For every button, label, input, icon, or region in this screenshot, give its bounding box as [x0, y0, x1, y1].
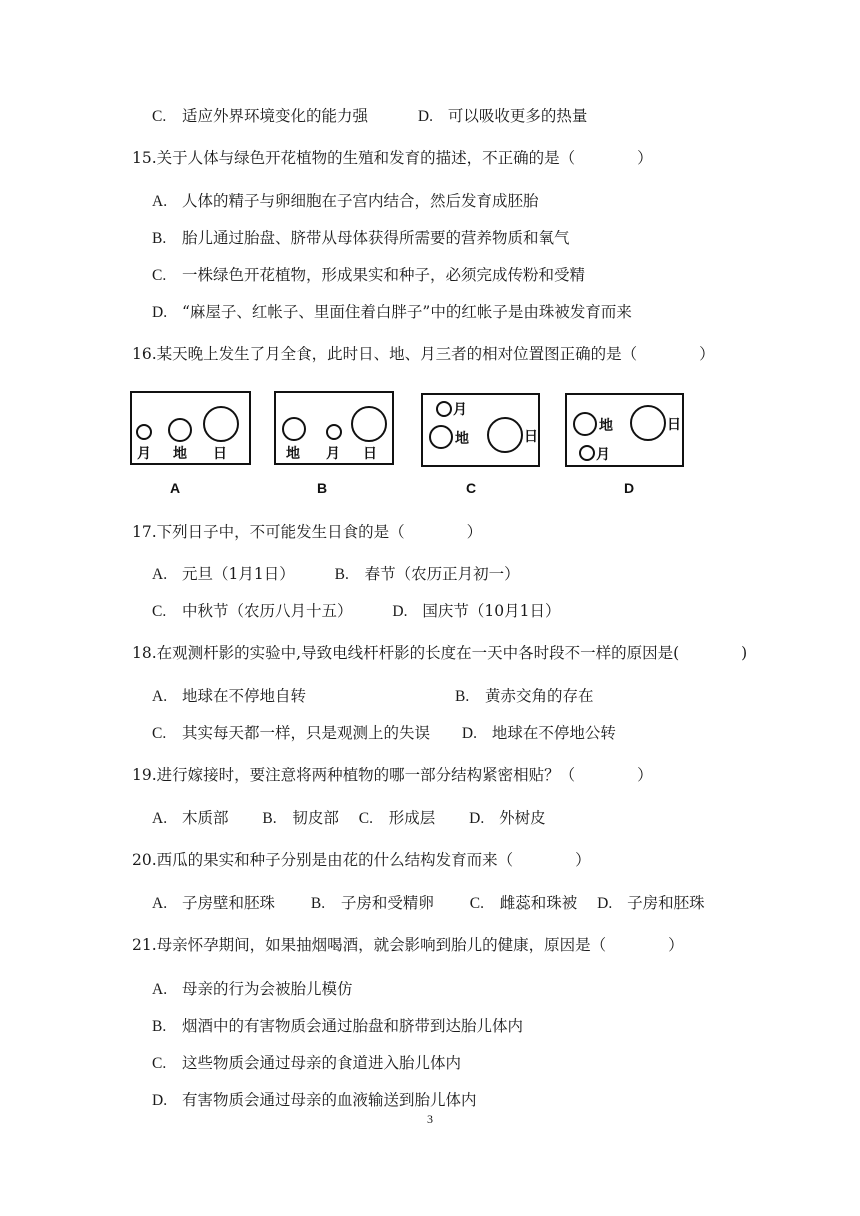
q21-option-d	[152, 1090, 477, 1111]
q21-option-b	[152, 1016, 523, 1037]
q16-sun-earth-moon-diagram	[128, 388, 688, 500]
q20-option-d-text: 子房和胚珠	[627, 894, 705, 912]
box-d-moon-label: 月	[596, 447, 610, 463]
box-d-earth-label: 地	[599, 418, 613, 434]
box-c-moon-circle	[437, 402, 451, 416]
box-c-earth-label: 地	[455, 431, 469, 447]
q17-options-ab	[152, 564, 520, 585]
q19-option-a-label: A.	[152, 810, 168, 827]
q17-option-c-label: C.	[152, 603, 167, 620]
page-number: 3	[427, 1112, 433, 1126]
q17-option-d-text: 国庆节（10月1日）	[422, 602, 561, 620]
q15-option-d-text: “麻屋子、红帐子、里面住着白胖子”中的红帐子是由珠被发育而来	[182, 303, 632, 321]
diagram-letter-b: B	[317, 480, 328, 496]
q21-option-d-text: 有害物质会通过母亲的血液输送到胎儿体内	[182, 1091, 477, 1109]
q19-option-d-label: D.	[469, 810, 485, 827]
box-a-moon-label: 月	[137, 446, 151, 462]
q15-option-c-text: 一株绿色开花植物，形成果实和种子，必须完成传粉和受精	[182, 266, 586, 284]
q19-option-c-text: 形成层	[388, 809, 436, 827]
q20-stem: 20.西瓜的果实和种子分别是由花的什么结构发育而来（ ）	[132, 851, 591, 869]
box-a-sun-label: 日	[213, 446, 227, 462]
q17-option-b-label: B.	[334, 566, 349, 583]
diagram-letter-c: C	[466, 480, 477, 496]
q15-option-a	[152, 191, 539, 212]
q17-option-a-label: A.	[152, 566, 168, 583]
q17-options-cd	[152, 601, 560, 622]
q20-option-c-label: C.	[469, 895, 484, 912]
box-c-moon-label: 月	[453, 402, 467, 418]
q15-option-a-text: 人体的精子与卵细胞在子宫内结合，然后发育成胚胎	[182, 192, 539, 210]
q15-option-d	[152, 302, 632, 323]
q14-option-d-label: D.	[417, 108, 433, 125]
box-d-sun-circle	[631, 406, 665, 440]
q18-option-d-text: 地球在不停地公转	[491, 724, 616, 742]
q17-option-b-text: 春节（农历正月初一）	[364, 565, 520, 583]
box-a-moon-circle	[137, 425, 151, 439]
q14-option-c-text: 适应外界环境变化的能力强	[182, 107, 369, 125]
q19-option-b-label: B.	[262, 810, 277, 827]
box-a-earth-circle	[169, 419, 191, 441]
box-b-sun-circle	[352, 407, 386, 441]
diagram-letter-d: D	[624, 480, 635, 496]
box-d-earth-circle	[574, 413, 596, 435]
q19-option-b-text: 韧皮部	[292, 809, 339, 827]
q17-option-d-label: D.	[392, 603, 408, 620]
q21-option-a	[152, 979, 353, 1000]
q20-option-a-text: 子房壁和胚珠	[182, 894, 276, 912]
box-b-moon-circle	[327, 425, 341, 439]
q19-stem: 19.进行嫁接时，要注意将两种植物的哪一部分结构紧密相贴？（ ）	[132, 766, 653, 784]
box-a-earth-label: 地	[173, 446, 187, 462]
q18-option-a-text: 地球在不停地自转	[182, 687, 307, 705]
q15-stem: 15.关于人体与绿色开花植物的生殖和发育的描述，不正确的是（ ）	[132, 149, 653, 167]
q18-option-b	[455, 686, 594, 707]
box-c-sun-label: 日	[524, 429, 538, 445]
box-c-sun-circle	[488, 418, 522, 452]
q18-stem: 18.在观测杆影的实验中,导致电线杆杆影的长度在一天中各时段不一样的原因是( )	[132, 644, 748, 662]
q15-option-c	[152, 265, 585, 286]
diagram-box-d	[566, 394, 683, 466]
q20-option-c-text: 雌蕊和珠被	[499, 894, 578, 912]
q20-option-b-text: 子房和受精卵	[340, 894, 434, 912]
q14-option-d-text: 可以吸收更多的热量	[447, 107, 588, 125]
q20-option-d-label: D.	[597, 895, 613, 912]
q20-options	[152, 893, 705, 914]
q21-stem: 21.母亲怀孕期间，如果抽烟喝酒，就会影响到胎儿的健康，原因是（ ）	[132, 936, 684, 954]
q15-option-b-text: 胎儿通过胎盘、脐带从母体获得所需要的营养物质和氧气	[182, 229, 570, 247]
q19-option-a-text: 木质部	[182, 809, 229, 827]
q21-option-a-text: 母亲的行为会被胎儿模仿	[182, 980, 353, 998]
box-b-sun-label: 日	[363, 446, 377, 462]
q15-option-d-label: D.	[152, 304, 168, 321]
q21-option-c-text: 这些物质会通过母亲的食道进入胎儿体内	[182, 1054, 462, 1072]
q21-option-a-label: A.	[152, 981, 168, 998]
q21-option-c-label: C.	[152, 1055, 167, 1072]
q14-option-c-label: C.	[152, 108, 167, 125]
q19-option-d-text: 外树皮	[499, 809, 546, 827]
box-b-earth-circle	[283, 418, 305, 440]
q15-option-c-label: C.	[152, 267, 167, 284]
box-a-sun-circle	[204, 407, 238, 441]
q17-option-c-text: 中秋节（农历八月十五）	[182, 602, 353, 620]
q21-option-d-label: D.	[152, 1092, 168, 1109]
q17-option-a-text: 元旦（1月1日）	[182, 565, 295, 583]
q18-option-a-label: A.	[152, 688, 168, 705]
box-b-earth-label: 地	[286, 446, 300, 462]
q21-option-b-text: 烟酒中的有害物质会通过胎盘和脐带到达胎儿体内	[182, 1017, 524, 1035]
q20-option-b-label: B.	[310, 895, 326, 912]
q16-stem: 16.某天晚上发生了月全食，此时日、地、月三者的相对位置图正确的是（ ）	[132, 345, 715, 363]
q19-options	[152, 808, 546, 829]
q21-option-c	[152, 1053, 461, 1074]
q20-option-a-label: A.	[152, 895, 168, 912]
q18-options-cd	[152, 723, 616, 744]
box-d-sun-label: 日	[667, 417, 681, 433]
q19-option-c-label: C.	[358, 810, 373, 827]
q14-options-cd	[152, 106, 587, 127]
box-c-earth-circle	[430, 426, 452, 448]
q18-option-c-text: 其实每天都一样，只是观测上的失误	[182, 724, 431, 742]
box-b-moon-label: 月	[326, 446, 340, 462]
q18-option-d-label: D.	[461, 725, 477, 742]
q15-option-b-label: B.	[152, 230, 167, 247]
q15-option-b	[152, 228, 570, 249]
diagram-letter-a: A	[170, 480, 181, 496]
q18-option-a	[152, 686, 306, 707]
q18-option-c-label: C.	[152, 725, 167, 742]
q15-option-a-label: A.	[152, 193, 168, 210]
q18-option-b-text: 黄赤交角的存在	[485, 687, 594, 705]
box-d-moon-circle	[580, 446, 594, 460]
q18-option-b-label: B.	[455, 688, 470, 705]
q21-option-b-label: B.	[152, 1018, 167, 1035]
q17-stem: 17.下列日子中，不可能发生日食的是（ ）	[132, 523, 483, 541]
